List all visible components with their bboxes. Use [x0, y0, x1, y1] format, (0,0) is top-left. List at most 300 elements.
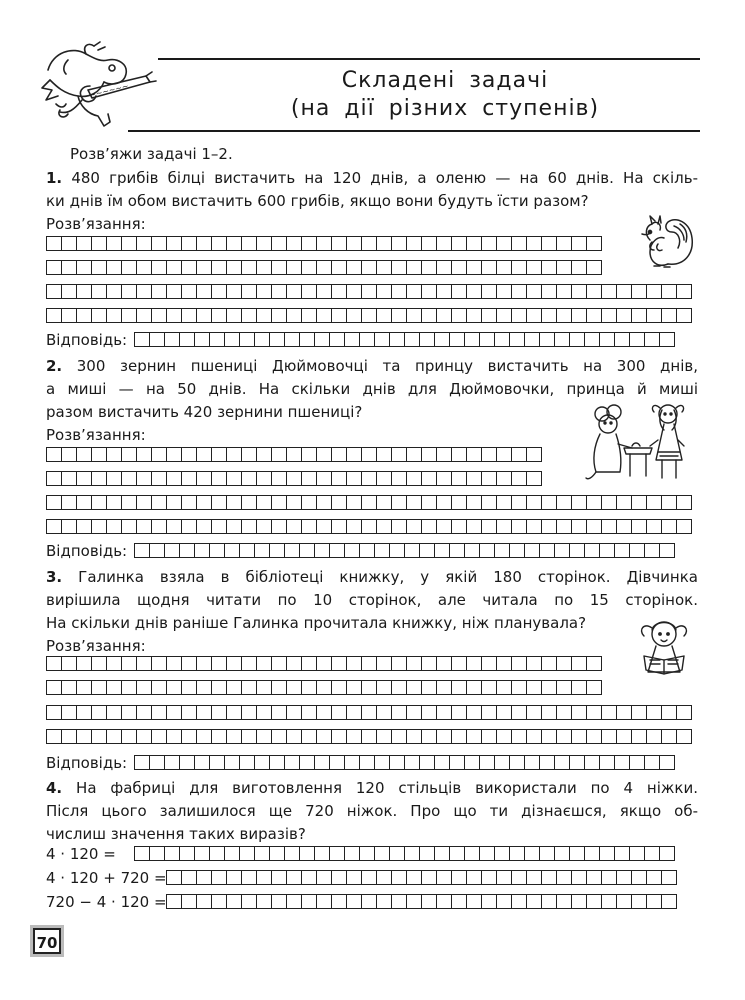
grid-cell[interactable]: [631, 894, 647, 909]
grid-cell[interactable]: [616, 870, 632, 885]
grid-cell[interactable]: [466, 471, 482, 486]
grid-cell[interactable]: [301, 729, 317, 744]
grid-cell[interactable]: [166, 519, 182, 534]
grid-cell[interactable]: [149, 755, 165, 770]
grid-cell[interactable]: [211, 284, 227, 299]
grid-cell[interactable]: [389, 332, 405, 347]
grid-cell[interactable]: [541, 870, 557, 885]
grid-cell[interactable]: [466, 447, 482, 462]
grid-cell[interactable]: [571, 519, 587, 534]
grid-cell[interactable]: [121, 236, 137, 251]
grid-cell[interactable]: [121, 284, 137, 299]
grid-cell[interactable]: [629, 332, 645, 347]
grid-cell[interactable]: [436, 260, 452, 275]
grid-cell[interactable]: [541, 519, 557, 534]
grid-cell[interactable]: [61, 705, 77, 720]
grid-cell[interactable]: [106, 236, 122, 251]
grid-cell[interactable]: [599, 543, 615, 558]
grid-cell[interactable]: [481, 471, 497, 486]
grid-cell[interactable]: [361, 729, 377, 744]
grid-cell[interactable]: [46, 308, 62, 323]
grid-cell[interactable]: [556, 729, 572, 744]
grid-cell[interactable]: [226, 870, 242, 885]
grid-cell[interactable]: [659, 846, 675, 861]
grid-cell[interactable]: [466, 260, 482, 275]
grid-cell[interactable]: [269, 755, 285, 770]
grid-cell[interactable]: [496, 870, 512, 885]
grid-cell[interactable]: [361, 680, 377, 695]
grid-cell[interactable]: [166, 656, 182, 671]
grid-cell[interactable]: [46, 680, 62, 695]
grid-cell[interactable]: [136, 705, 152, 720]
grid-cell[interactable]: [451, 870, 467, 885]
grid-cell[interactable]: [346, 705, 362, 720]
grid-cell[interactable]: [421, 870, 437, 885]
grid-cell[interactable]: [659, 755, 675, 770]
grid-cell[interactable]: [661, 729, 677, 744]
grid-cell[interactable]: [646, 284, 662, 299]
grid-cell[interactable]: [316, 260, 332, 275]
grid-cell[interactable]: [226, 284, 242, 299]
grid-cell[interactable]: [601, 870, 617, 885]
grid-cell[interactable]: [541, 894, 557, 909]
grid-cell[interactable]: [301, 519, 317, 534]
grid-cell[interactable]: [331, 236, 347, 251]
grid-cell[interactable]: [601, 284, 617, 299]
grid-cell[interactable]: [359, 543, 375, 558]
grid-cell[interactable]: [511, 471, 527, 486]
grid-cell[interactable]: [464, 846, 480, 861]
expression-1-grid[interactable]: [134, 846, 674, 861]
grid-cell[interactable]: [361, 260, 377, 275]
grid-cell[interactable]: [149, 332, 165, 347]
grid-cell[interactable]: [496, 519, 512, 534]
grid-cell[interactable]: [256, 495, 272, 510]
grid-cell[interactable]: [376, 519, 392, 534]
grid-cell[interactable]: [526, 471, 542, 486]
grid-cell[interactable]: [194, 846, 210, 861]
grid-cell[interactable]: [479, 332, 495, 347]
grid-cell[interactable]: [196, 729, 212, 744]
grid-cell[interactable]: [271, 308, 287, 323]
grid-cell[interactable]: [46, 656, 62, 671]
grid-cell[interactable]: [361, 284, 377, 299]
grid-cell[interactable]: [181, 284, 197, 299]
grid-cell[interactable]: [616, 519, 632, 534]
grid-cell[interactable]: [331, 519, 347, 534]
grid-cell[interactable]: [616, 495, 632, 510]
grid-cell[interactable]: [361, 894, 377, 909]
grid-cell[interactable]: [541, 656, 557, 671]
grid-cell[interactable]: [211, 447, 227, 462]
grid-cell[interactable]: [571, 656, 587, 671]
grid-cell[interactable]: [91, 729, 107, 744]
grid-cell[interactable]: [631, 705, 647, 720]
grid-cell[interactable]: [586, 284, 602, 299]
grid-cell[interactable]: [61, 495, 77, 510]
grid-cell[interactable]: [299, 755, 315, 770]
grid-cell[interactable]: [511, 680, 527, 695]
grid-cell[interactable]: [316, 894, 332, 909]
grid-cell[interactable]: [391, 471, 407, 486]
grid-cell[interactable]: [166, 894, 182, 909]
grid-cell[interactable]: [331, 447, 347, 462]
grid-cell[interactable]: [136, 284, 152, 299]
grid-cell[interactable]: [524, 846, 540, 861]
grid-cell[interactable]: [556, 870, 572, 885]
grid-cell[interactable]: [554, 755, 570, 770]
grid-cell[interactable]: [449, 846, 465, 861]
grid-cell[interactable]: [121, 260, 137, 275]
grid-cell[interactable]: [91, 471, 107, 486]
grid-cell[interactable]: [676, 729, 692, 744]
grid-cell[interactable]: [61, 284, 77, 299]
grid-cell[interactable]: [91, 284, 107, 299]
grid-cell[interactable]: [466, 894, 482, 909]
grid-cell[interactable]: [406, 519, 422, 534]
grid-cell[interactable]: [181, 260, 197, 275]
grid-cell[interactable]: [509, 755, 525, 770]
grid-cell[interactable]: [526, 495, 542, 510]
grid-cell[interactable]: [331, 680, 347, 695]
grid-cell[interactable]: [121, 495, 137, 510]
grid-cell[interactable]: [286, 236, 302, 251]
grid-cell[interactable]: [451, 705, 467, 720]
grid-cell[interactable]: [526, 519, 542, 534]
grid-cell[interactable]: [61, 447, 77, 462]
grid-cell[interactable]: [151, 495, 167, 510]
grid-cell[interactable]: [316, 495, 332, 510]
grid-cell[interactable]: [46, 236, 62, 251]
grid-cell[interactable]: [391, 656, 407, 671]
grid-cell[interactable]: [496, 705, 512, 720]
grid-cell[interactable]: [586, 308, 602, 323]
grid-cell[interactable]: [496, 284, 512, 299]
grid-cell[interactable]: [46, 495, 62, 510]
grid-cell[interactable]: [166, 705, 182, 720]
grid-cell[interactable]: [211, 260, 227, 275]
grid-cell[interactable]: [466, 236, 482, 251]
grid-cell[interactable]: [554, 332, 570, 347]
grid-cell[interactable]: [151, 680, 167, 695]
grid-cell[interactable]: [46, 260, 62, 275]
grid-cell[interactable]: [46, 729, 62, 744]
grid-cell[interactable]: [631, 308, 647, 323]
grid-cell[interactable]: [316, 471, 332, 486]
grid-cell[interactable]: [436, 705, 452, 720]
grid-cell[interactable]: [511, 656, 527, 671]
grid-cell[interactable]: [389, 846, 405, 861]
grid-cell[interactable]: [256, 519, 272, 534]
grid-cell[interactable]: [676, 284, 692, 299]
grid-cell[interactable]: [496, 495, 512, 510]
grid-cell[interactable]: [421, 519, 437, 534]
grid-cell[interactable]: [299, 543, 315, 558]
grid-cell[interactable]: [404, 332, 420, 347]
grid-cell[interactable]: [496, 729, 512, 744]
grid-cell[interactable]: [374, 332, 390, 347]
grid-cell[interactable]: [361, 705, 377, 720]
grid-cell[interactable]: [181, 308, 197, 323]
grid-cell[interactable]: [91, 680, 107, 695]
grid-cell[interactable]: [256, 284, 272, 299]
grid-cell[interactable]: [151, 705, 167, 720]
grid-cell[interactable]: [151, 519, 167, 534]
grid-cell[interactable]: [286, 894, 302, 909]
grid-cell[interactable]: [346, 495, 362, 510]
grid-cell[interactable]: [601, 729, 617, 744]
grid-cell[interactable]: [179, 846, 195, 861]
grid-cell[interactable]: [631, 495, 647, 510]
grid-cell[interactable]: [209, 846, 225, 861]
grid-cell[interactable]: [226, 729, 242, 744]
grid-cell[interactable]: [481, 729, 497, 744]
grid-cell[interactable]: [391, 894, 407, 909]
grid-cell[interactable]: [181, 729, 197, 744]
grid-cell[interactable]: [601, 894, 617, 909]
grid-cell[interactable]: [344, 755, 360, 770]
grid-cell[interactable]: [121, 471, 137, 486]
grid-cell[interactable]: [256, 260, 272, 275]
grid-cell[interactable]: [151, 729, 167, 744]
grid-cell[interactable]: [556, 260, 572, 275]
grid-cell[interactable]: [196, 870, 212, 885]
grid-cell[interactable]: [301, 656, 317, 671]
grid-cell[interactable]: [166, 729, 182, 744]
grid-cell[interactable]: [586, 705, 602, 720]
grid-cell[interactable]: [391, 236, 407, 251]
grid-cell[interactable]: [166, 680, 182, 695]
grid-cell[interactable]: [406, 680, 422, 695]
grid-cell[interactable]: [466, 870, 482, 885]
grid-cell[interactable]: [584, 543, 600, 558]
grid-cell[interactable]: [256, 447, 272, 462]
grid-cell[interactable]: [314, 755, 330, 770]
grid-cell[interactable]: [481, 260, 497, 275]
grid-cell[interactable]: [346, 471, 362, 486]
grid-cell[interactable]: [329, 755, 345, 770]
grid-cell[interactable]: [286, 308, 302, 323]
grid-cell[interactable]: [151, 656, 167, 671]
grid-cell[interactable]: [614, 543, 630, 558]
grid-cell[interactable]: [496, 447, 512, 462]
grid-cell[interactable]: [569, 846, 585, 861]
grid-cell[interactable]: [61, 236, 77, 251]
grid-cell[interactable]: [121, 680, 137, 695]
grid-cell[interactable]: [359, 846, 375, 861]
grid-cell[interactable]: [134, 755, 150, 770]
grid-cell[interactable]: [286, 260, 302, 275]
grid-cell[interactable]: [646, 519, 662, 534]
task2-answer-grid[interactable]: [134, 543, 674, 558]
grid-cell[interactable]: [211, 870, 227, 885]
grid-cell[interactable]: [554, 543, 570, 558]
grid-cell[interactable]: [631, 729, 647, 744]
grid-cell[interactable]: [511, 495, 527, 510]
grid-cell[interactable]: [526, 705, 542, 720]
grid-cell[interactable]: [541, 680, 557, 695]
grid-cell[interactable]: [194, 332, 210, 347]
grid-cell[interactable]: [376, 447, 392, 462]
grid-cell[interactable]: [571, 680, 587, 695]
grid-cell[interactable]: [496, 656, 512, 671]
grid-cell[interactable]: [46, 284, 62, 299]
grid-cell[interactable]: [271, 705, 287, 720]
grid-cell[interactable]: [241, 656, 257, 671]
grid-cell[interactable]: [136, 447, 152, 462]
expression-3-grid[interactable]: [166, 894, 676, 909]
grid-cell[interactable]: [586, 495, 602, 510]
grid-cell[interactable]: [406, 308, 422, 323]
grid-cell[interactable]: [361, 495, 377, 510]
grid-cell[interactable]: [676, 495, 692, 510]
grid-cell[interactable]: [556, 308, 572, 323]
grid-cell[interactable]: [241, 495, 257, 510]
grid-cell[interactable]: [331, 870, 347, 885]
grid-cell[interactable]: [286, 705, 302, 720]
grid-cell[interactable]: [449, 332, 465, 347]
grid-cell[interactable]: [481, 680, 497, 695]
grid-cell[interactable]: [466, 495, 482, 510]
grid-cell[interactable]: [61, 260, 77, 275]
grid-cell[interactable]: [91, 495, 107, 510]
grid-cell[interactable]: [166, 284, 182, 299]
grid-cell[interactable]: [61, 471, 77, 486]
grid-cell[interactable]: [584, 846, 600, 861]
grid-cell[interactable]: [136, 471, 152, 486]
grid-cell[interactable]: [616, 729, 632, 744]
grid-cell[interactable]: [556, 519, 572, 534]
grid-cell[interactable]: [61, 729, 77, 744]
grid-cell[interactable]: [526, 656, 542, 671]
grid-cell[interactable]: [511, 308, 527, 323]
grid-cell[interactable]: [646, 495, 662, 510]
task1-grid-row[interactable]: [46, 260, 601, 275]
grid-cell[interactable]: [316, 656, 332, 671]
grid-cell[interactable]: [346, 260, 362, 275]
grid-cell[interactable]: [209, 543, 225, 558]
grid-cell[interactable]: [391, 447, 407, 462]
grid-cell[interactable]: [211, 680, 227, 695]
grid-cell[interactable]: [226, 471, 242, 486]
grid-cell[interactable]: [91, 308, 107, 323]
grid-cell[interactable]: [511, 729, 527, 744]
grid-cell[interactable]: [121, 729, 137, 744]
grid-cell[interactable]: [346, 519, 362, 534]
grid-cell[interactable]: [391, 260, 407, 275]
grid-cell[interactable]: [331, 308, 347, 323]
grid-cell[interactable]: [599, 755, 615, 770]
grid-cell[interactable]: [316, 447, 332, 462]
grid-cell[interactable]: [569, 332, 585, 347]
grid-cell[interactable]: [404, 543, 420, 558]
grid-cell[interactable]: [346, 236, 362, 251]
grid-cell[interactable]: [286, 729, 302, 744]
grid-cell[interactable]: [299, 846, 315, 861]
grid-cell[interactable]: [631, 519, 647, 534]
grid-cell[interactable]: [106, 260, 122, 275]
grid-cell[interactable]: [316, 308, 332, 323]
grid-cell[interactable]: [136, 680, 152, 695]
grid-cell[interactable]: [511, 447, 527, 462]
grid-cell[interactable]: [166, 236, 182, 251]
grid-cell[interactable]: [331, 471, 347, 486]
grid-cell[interactable]: [256, 870, 272, 885]
grid-cell[interactable]: [286, 495, 302, 510]
grid-cell[interactable]: [241, 519, 257, 534]
grid-cell[interactable]: [256, 236, 272, 251]
grid-cell[interactable]: [256, 729, 272, 744]
grid-cell[interactable]: [181, 236, 197, 251]
grid-cell[interactable]: [494, 543, 510, 558]
grid-cell[interactable]: [301, 870, 317, 885]
grid-cell[interactable]: [196, 680, 212, 695]
grid-cell[interactable]: [76, 308, 92, 323]
grid-cell[interactable]: [421, 447, 437, 462]
grid-cell[interactable]: [481, 447, 497, 462]
grid-cell[interactable]: [346, 308, 362, 323]
grid-cell[interactable]: [314, 846, 330, 861]
grid-cell[interactable]: [361, 656, 377, 671]
grid-cell[interactable]: [569, 543, 585, 558]
grid-cell[interactable]: [301, 308, 317, 323]
grid-cell[interactable]: [76, 656, 92, 671]
grid-cell[interactable]: [46, 519, 62, 534]
grid-cell[interactable]: [241, 308, 257, 323]
grid-cell[interactable]: [241, 705, 257, 720]
grid-cell[interactable]: [196, 284, 212, 299]
grid-cell[interactable]: [61, 680, 77, 695]
grid-cell[interactable]: [76, 260, 92, 275]
grid-cell[interactable]: [451, 447, 467, 462]
grid-cell[interactable]: [359, 332, 375, 347]
grid-cell[interactable]: [271, 519, 287, 534]
grid-cell[interactable]: [481, 308, 497, 323]
grid-cell[interactable]: [226, 260, 242, 275]
grid-cell[interactable]: [239, 846, 255, 861]
grid-cell[interactable]: [361, 236, 377, 251]
grid-cell[interactable]: [224, 755, 240, 770]
grid-cell[interactable]: [284, 755, 300, 770]
grid-cell[interactable]: [106, 729, 122, 744]
grid-cell[interactable]: [451, 519, 467, 534]
grid-cell[interactable]: [376, 729, 392, 744]
grid-cell[interactable]: [254, 755, 270, 770]
grid-cell[interactable]: [76, 471, 92, 486]
grid-cell[interactable]: [106, 447, 122, 462]
grid-cell[interactable]: [661, 284, 677, 299]
grid-cell[interactable]: [436, 656, 452, 671]
grid-cell[interactable]: [331, 495, 347, 510]
grid-cell[interactable]: [541, 308, 557, 323]
grid-cell[interactable]: [181, 870, 197, 885]
grid-cell[interactable]: [421, 705, 437, 720]
grid-cell[interactable]: [241, 471, 257, 486]
grid-cell[interactable]: [481, 656, 497, 671]
grid-cell[interactable]: [106, 471, 122, 486]
grid-cell[interactable]: [376, 680, 392, 695]
grid-cell[interactable]: [151, 236, 167, 251]
grid-cell[interactable]: [541, 236, 557, 251]
grid-cell[interactable]: [436, 308, 452, 323]
expression-2-grid[interactable]: [166, 870, 676, 885]
grid-cell[interactable]: [389, 755, 405, 770]
grid-cell[interactable]: [509, 846, 525, 861]
grid-cell[interactable]: [164, 755, 180, 770]
grid-cell[interactable]: [331, 656, 347, 671]
grid-cell[interactable]: [224, 543, 240, 558]
grid-cell[interactable]: [466, 705, 482, 720]
